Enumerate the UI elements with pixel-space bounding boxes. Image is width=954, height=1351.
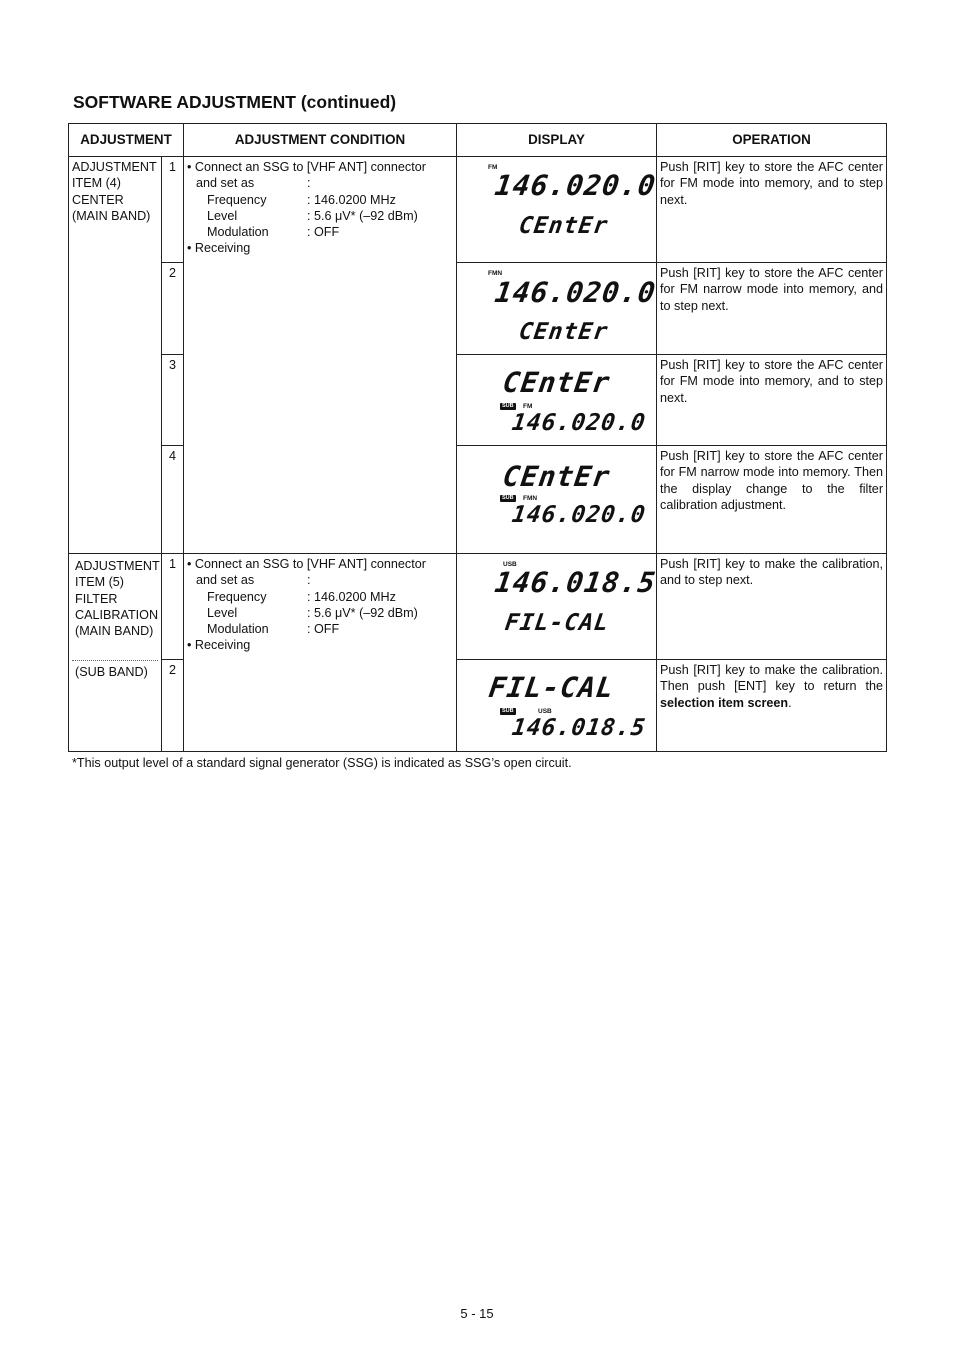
step-number: 2 bbox=[162, 263, 184, 355]
lcd-frequency: 146.020.0 bbox=[492, 276, 659, 309]
lcd-display bbox=[457, 554, 657, 660]
adjustment-table bbox=[68, 123, 887, 752]
param-value: : 146.0200 MHz bbox=[307, 589, 396, 604]
condition-colon: : bbox=[307, 573, 311, 588]
sub-indicator: SUB bbox=[502, 708, 514, 714]
mode-indicator: FMN bbox=[488, 270, 503, 277]
condition-param bbox=[187, 192, 453, 208]
step-number: 2 bbox=[162, 660, 184, 752]
lcd-display bbox=[457, 157, 657, 263]
param-value: : 5.6 μV* (–92 dBm) bbox=[307, 605, 418, 620]
table-row bbox=[69, 157, 887, 263]
mode-indicator: USB bbox=[538, 708, 552, 715]
item5-condition-cell bbox=[184, 554, 457, 752]
page-title: SOFTWARE ADJUSTMENT (continued) bbox=[73, 92, 397, 112]
lcd-frequency: 146.018.5 bbox=[510, 715, 648, 741]
item4-adjustment-cell bbox=[69, 157, 162, 554]
lcd-message: CEntEr bbox=[517, 319, 611, 345]
lcd-display bbox=[457, 660, 657, 752]
param-value: : OFF bbox=[307, 622, 340, 637]
lcd-display bbox=[457, 355, 657, 446]
page-number: 5 - 15 bbox=[460, 1306, 494, 1321]
sub-indicator: SUB bbox=[502, 495, 514, 501]
mode-indicator: FM bbox=[488, 164, 498, 171]
step-number: 1 bbox=[162, 554, 184, 660]
adjustment-label: ADJUSTMENT bbox=[75, 559, 160, 573]
lcd-frequency: 146.020.0 bbox=[492, 169, 659, 202]
condition-colon: : bbox=[307, 176, 311, 191]
param-value: : 146.0200 MHz bbox=[307, 192, 396, 207]
condition-line: • Receiving bbox=[187, 638, 251, 653]
main-band-block bbox=[72, 556, 158, 661]
step-number: 3 bbox=[162, 355, 184, 446]
condition-line: • Connect an SSG to [VHF ANT] connector bbox=[187, 160, 426, 174]
param-label: Frequency bbox=[207, 589, 267, 604]
lcd-message: CEntEr bbox=[500, 366, 613, 399]
sub-indicator: SUB bbox=[502, 403, 514, 409]
condition-line bbox=[187, 175, 453, 191]
condition-param bbox=[187, 208, 453, 224]
operation-text: Push [RIT] key to store the AFC center for FM mode into memory, and to step next. bbox=[657, 157, 887, 263]
mode-indicator: USB bbox=[503, 561, 517, 568]
header-condition: ADJUSTMENT CONDITION bbox=[184, 124, 457, 157]
adjustment-label: CALIBRATION bbox=[75, 607, 159, 622]
condition-param bbox=[187, 224, 453, 240]
lcd-message: CEntEr bbox=[500, 460, 613, 493]
lcd-display bbox=[457, 263, 657, 355]
operation-text-part: Push [RIT] key to make the calibration. Then push [ENT] key to return the bbox=[660, 663, 884, 694]
param-label: Level bbox=[207, 605, 238, 620]
header-display: DISPLAY bbox=[457, 124, 657, 157]
lcd-message: CEntEr bbox=[517, 213, 611, 239]
operation-text: Push [RIT] key to make the calibration, and to step next. bbox=[657, 554, 887, 660]
adjustment-label: (MAIN BAND) bbox=[72, 208, 151, 223]
condition-param bbox=[187, 589, 453, 605]
lcd-frequency: 146.020.0 bbox=[510, 502, 648, 528]
step-number: 4 bbox=[162, 446, 184, 554]
param-label: Frequency bbox=[207, 192, 267, 207]
operation-text: Push [RIT] key to store the AFC center for FM mode into memory, and to step next. bbox=[657, 355, 887, 446]
condition-param bbox=[187, 605, 453, 621]
param-label: Level bbox=[207, 208, 238, 223]
mode-indicator: FM bbox=[523, 403, 533, 410]
lcd-frequency: 146.018.5 bbox=[492, 566, 659, 599]
lcd-display bbox=[457, 446, 657, 554]
condition-line: • Receiving bbox=[187, 241, 251, 256]
param-value: : 5.6 μV* (–92 dBm) bbox=[307, 208, 418, 223]
adjustment-label: ITEM (4) bbox=[72, 176, 121, 191]
operation-text: Push [RIT] key to store the AFC center for FM narrow mode into memory, and to step next. bbox=[657, 263, 887, 355]
table-row bbox=[69, 554, 887, 660]
condition-line: • Connect an SSG to [VHF ANT] connector bbox=[187, 557, 426, 571]
operation-text bbox=[657, 660, 887, 752]
mode-indicator: FMN bbox=[523, 495, 538, 502]
operation-emphasis: selection item screen bbox=[660, 695, 789, 710]
lcd-message: FIL-CAL bbox=[503, 610, 611, 636]
sub-band-label: (SUB BAND) bbox=[75, 665, 148, 679]
footnote: *This output level of a standard signal generator (SSG) is indicated as SSG’s open circuit. bbox=[72, 756, 572, 770]
lcd-message: FIL-CAL bbox=[486, 671, 617, 704]
operation-text: Push [RIT] key to store the AFC center for FM narrow mode into memory. Then the display change to the filter calibration adjustment. bbox=[657, 446, 887, 554]
adjustment-label: (MAIN BAND) bbox=[75, 624, 154, 639]
condition-line bbox=[187, 572, 453, 588]
header-operation: OPERATION bbox=[657, 124, 887, 157]
item5-adjustment-cell bbox=[69, 554, 162, 752]
table-header-row bbox=[69, 124, 887, 157]
condition-label: and set as bbox=[196, 176, 255, 191]
adjustment-label: ADJUSTMENT bbox=[72, 160, 157, 174]
step-number: 1 bbox=[162, 157, 184, 263]
item4-condition-cell bbox=[184, 157, 457, 554]
operation-text-part: . bbox=[788, 695, 792, 710]
param-value: : OFF bbox=[307, 225, 340, 240]
lcd-frequency: 146.020.0 bbox=[510, 410, 648, 436]
header-adjustment: ADJUSTMENT bbox=[69, 124, 184, 157]
adjustment-label: CENTER bbox=[72, 192, 124, 207]
condition-label: and set as bbox=[196, 573, 255, 588]
adjustment-label: FILTER bbox=[75, 591, 118, 606]
param-label: Modulation bbox=[207, 622, 269, 637]
adjustment-label: ITEM (5) bbox=[75, 575, 124, 590]
param-label: Modulation bbox=[207, 225, 269, 240]
condition-param bbox=[187, 621, 453, 637]
